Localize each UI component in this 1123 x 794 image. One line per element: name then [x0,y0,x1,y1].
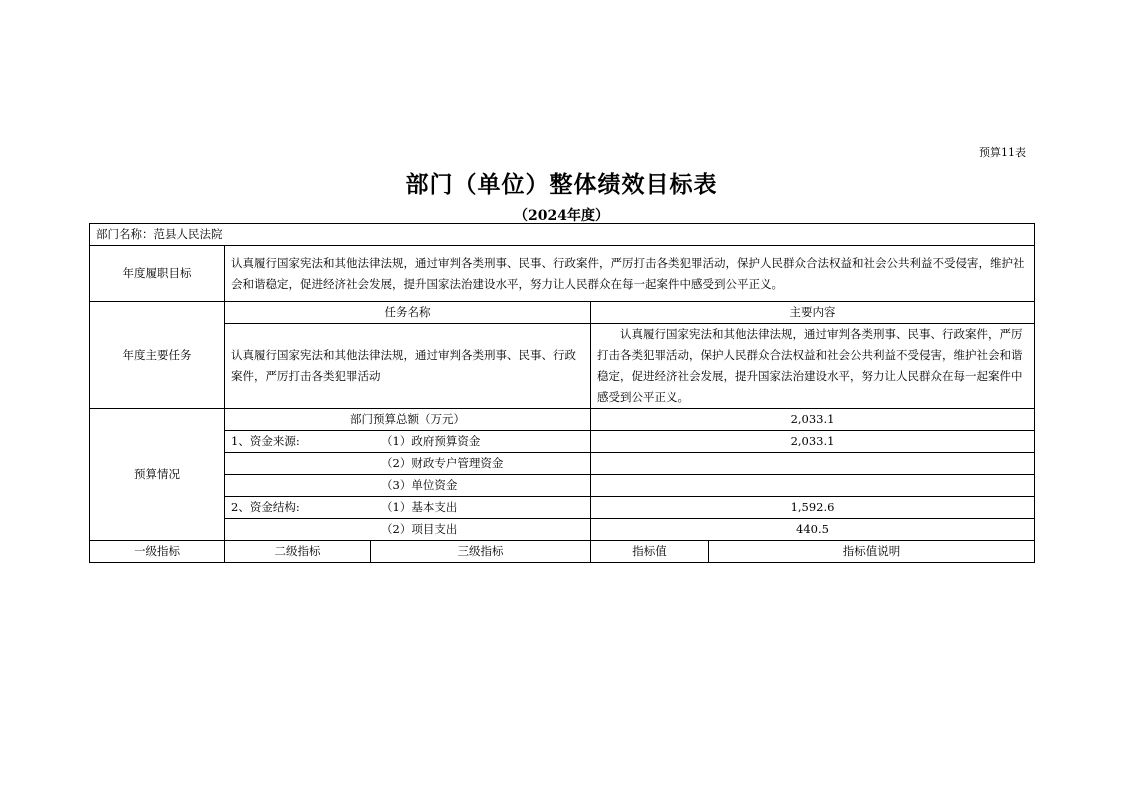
indicator-desc-header: 指标值说明 [709,541,1035,563]
basic-expense-value: 1,592.6 [591,497,1035,519]
funding-source-label: 1、资金来源: [231,434,300,448]
annual-goal-label: 年度履职目标 [90,246,225,302]
project-expense-label: （2）项目支出 [225,519,591,541]
annual-goal-text: 认真履行国家宪法和其他法律法规，通过审判各类刑事、民事、行政案件，严厉打击各类犯罪活动，保护人民群众合法权益和社会公共利益不受侵害，维护社会和谐稳定，促进经济社会发展，提升国家法治建设水平，努力让人民群众在每一起案件中感受到公平正义。 [225,246,1035,302]
indicator-value-header: 指标值 [591,541,709,563]
level3-indicator-header: 三级指标 [371,541,591,563]
project-expense-value: 440.5 [591,519,1035,541]
fiscal-account-label: （2）财政专户管理资金 [225,453,591,475]
table-number: 预算11表 [979,146,1026,159]
task-content-cell: 认真履行国家宪法和其他法律法规，通过审判各类刑事、民事、行政案件，严厉打击各类犯罪活动，保护人民群众合法权益和社会公共利益不受侵害，维护社会和谐稳定，促进经济社会发展，提升国家法治建设水平，努力让人民群众在每一起案件中感受到公平正义。 [591,324,1035,409]
gov-budget-value: 2,033.1 [591,431,1035,453]
funding-source-row [225,431,591,453]
task-name-header: 任务名称 [225,302,591,324]
budget-total-value: 2,033.1 [591,409,1035,431]
budget-total-label: 部门预算总额（万元） [225,409,591,431]
main-content-header: 主要内容 [591,302,1035,324]
budget-label: 预算情况 [90,409,225,541]
year-subtitle: （2024年度） [514,208,609,224]
performance-table [89,223,1035,563]
fiscal-account-value [591,453,1035,475]
unit-funds-label: （3）单位资金 [225,475,591,497]
main-tasks-label: 年度主要任务 [90,302,225,409]
unit-funds-value [591,475,1035,497]
task-name-cell: 认真履行国家宪法和其他法律法规，通过审判各类刑事、民事、行政案件，严厉打击各类犯罪活动 [225,324,591,409]
page-title: 部门（单位）整体绩效目标表 [405,171,718,198]
level2-indicator-header: 二级指标 [225,541,371,563]
funding-structure-row [225,497,591,519]
department-name: 部门名称：范县人民法院 [90,224,1035,246]
gov-budget-label: （1）政府预算资金 [381,434,481,448]
basic-expense-label: （1）基本支出 [381,500,458,514]
funding-structure-label: 2、资金结构: [231,500,300,514]
level1-indicator-header: 一级指标 [90,541,225,563]
